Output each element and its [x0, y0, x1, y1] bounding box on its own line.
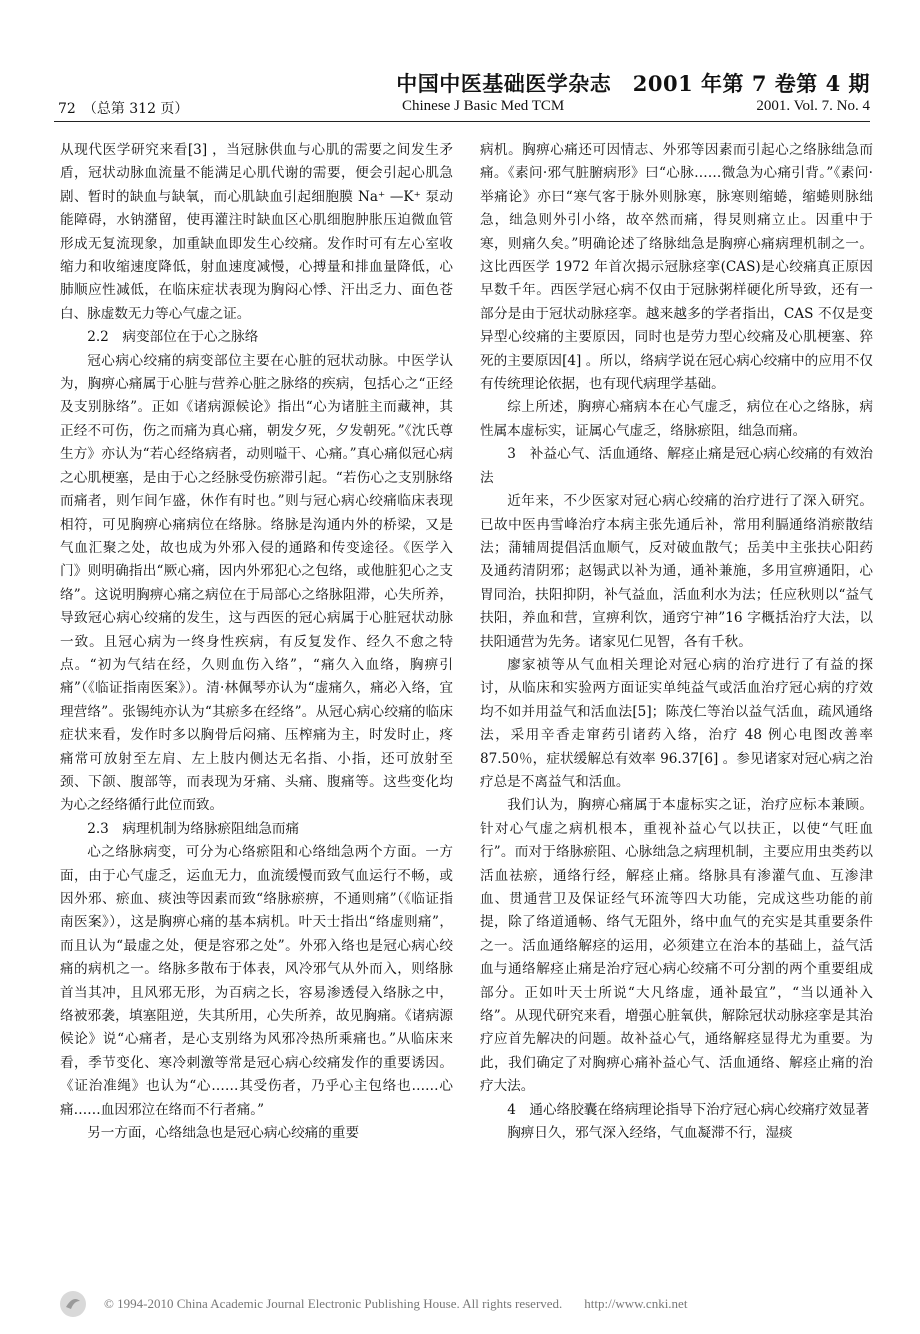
paragraph: 从现代医学研究来看[3] ，当冠脉供血与心肌的需要之间发生矛盾，冠状动脉血流量不能满足心肌代谢的需要，便会引起心肌急剧、暂时的缺血与缺氧，而心肌缺血引起细胞膜 Na⁺ —K⁺ 泵动能障碍，水钠潴留，使再灌注时缺血区心肌细胞肿胀压迫微血管形成无复流现象，加重缺血即发生心绞痛。发作时可有左心室收缩力和收缩速度降低，射血速度减慢，心搏量和排血量降低，心肺顺应性减低，在临床症状表现为胸闷心悸、汗出乏力、面色苍白、脉虚数无力等心气虚之证。 — [60, 142, 453, 322]
copyright-text: © 1994-2010 China Academic Journal Electronic Publishing House. All rights reserved. — [104, 1296, 563, 1311]
section-heading: 2.3 病理机制为络脉瘀阻绌急而痛 — [87, 820, 300, 837]
paragraph: 病机。胸痹心痛还可因情志、外邪等因素而引起心之络脉绌急而痛。《素问·邪气脏腑病形》曰“心脉……微急为心痛引背。”《素问·举痛论》亦曰“寒气客于脉外则脉寒，脉寒则缩蜷，缩蜷则脉绌急，绌急则外引小络，故卒然而痛，得炅则痛立止。因重中于寒，则痛久矣。”明确论述了络脉绌急是胸痹心痛病理机制之一。这比西医学 1972 年首次揭示冠脉痉挛(CAS)是心绞痛真正原因早数千年。西医学冠心病不仅由于冠脉粥样硬化所导致，还有一部分是由于冠状动脉痉挛。越来越多的学者指出，CAS 不仅是变异型心绞痛的主要原因，同时也是劳力型心绞痛及心肌梗塞、猝死的主要原因[4] 。所以，络病学说在冠心病心绞痛中的应用不仅有传统理论依据，也有现代病理学基础。 — [480, 142, 873, 393]
section-heading: 2.2 病变部位在于心之脉络 — [87, 329, 259, 346]
paragraph: 心之络脉病变，可分为心络瘀阻和心络绌急两个方面。一方面，由于心气虚乏，运血无力，血流缓慢而致气血运行不畅，或因外邪、瘀血、痰浊等因素而致“络脉瘀痹，不通则痛”（《临证指南医案》），这是胸痹心痛的基本病机。叶天士指出“络虚则痛”，而且认为“最虚之处，便是容邪之处”。外邪入络也是冠心病心绞痛的病机之一。络脉多散布于体表，风冷邪气从外而入，则络脉首当其冲，且风邪无形，为百病之长，容易渗透侵入络脉之中，络被邪袭，填塞阻逆，失其所用，心失所养，故见胸痛。《诸病源候论》说“心痛者，是心支别络为风邪冷热所乘痛也。”从临床来看，季节变化、寒冷刺激等常是冠心病心绞痛发作的重要诱因。《证治准绳》也认为“心……其受伤者，乃乎心主包络也……心痛……血因邪泣在络而不行者痛。” — [60, 844, 453, 1118]
page-number: 72 （总第 312 页） — [58, 101, 189, 117]
journal-title-en: Chinese J Basic Med TCM — [402, 98, 565, 114]
footer-url[interactable]: http://www.cnki.net — [584, 1296, 688, 1311]
right-column — [480, 139, 873, 1145]
footer — [104, 1296, 687, 1312]
paragraph: 胸痹日久，邪气深入经络，气血凝滞不行，湿痰 — [507, 1125, 793, 1142]
paragraph: 综上所述，胸痹心痛病本在心气虚乏，病位在心之络脉，病性属本虚标实，证属心气虚乏，络脉瘀阻，绌急而痛。 — [480, 399, 873, 439]
left-column — [60, 139, 453, 1145]
page-header — [54, 68, 870, 124]
paragraph: 另一方面，心络绌急也是冠心病心绞痛的重要 — [87, 1125, 360, 1142]
paragraph: 近年来，不少医家对冠心病心绞痛的治疗进行了深入研究。已故中医冉雪峰治疗本病主张先通后补，常用利膈通络消瘀散结法；蒲辅周提倡活血顺气，反对破血散气；岳美中主张扶心阳药及通药清阴邪；赵锡武以补为通，通补兼施，多用宣痹通阳，心胃同治，扶阳抑阴，补气益血，活血利水为法；任应秋则以“益气扶阳，养血和营，宣痹利饮，通窍宁神”16 字概括治疗大法，以扶阳通营为先务。诸家见仁见智，各有千秋。 — [480, 493, 873, 650]
paragraph: 廖家祯等从气血相关理论对冠心病的治疗进行了有益的探讨，从临床和实验两方面证实单纯益气或活血治疗冠心病的疗效均不如并用益气和活血法[5]；陈茂仁等治以益气活血，疏风通络法，采用辛香走窜药引诸药入络，治疗 48 例心电图改善率 87.50％，症状缓解总有效率 96.37[6] 。参见诸家对冠心病之治疗总是不离益气和活血。 — [480, 656, 873, 790]
section-heading: 3 补益心气、活血通络、解痉止痛是冠心病心绞痛的有效治法 — [480, 446, 873, 486]
journal-title-cn: 中国中医基础医学杂志 2001 年第 7 卷第 4 期 — [396, 71, 870, 96]
paragraph: 冠心病心绞痛的病变部位主要在心脏的冠状动脉。中医学认为，胸痹心痛属于心脏与营养心脏之脉络的疾病，包括心之“正经及支别脉络”。正如《诸病源候论》指出“心为诸脏主而藏神，其正经不可伤，伤之而痛为真心痛，朝发夕死，夕发朝死。”《沈氏尊生方》亦认为“若心经络病者，动则嗌干、心痛。”真心痛似冠心病之心肌梗塞，是由于心之经脉受伤瘀滞引起。“若伤心之支别脉络而痛者，则乍间乍盛，休作有时也。”则与冠心病心绞痛临床表现相符，可见胸痹心痛病位在络脉。络脉是沟通内外的桥梁，又是气血汇聚之处，故也成为外邪入侵的通路和传变途径。《医学入门》则明确指出“厥心痛，因内外邪犯心之包络，或他脏犯心之支络”。这说明胸痹心痛之病位在于局部心之络脉阻滞，心失所养，导致冠心病心绞痛的发生，这与西医的冠心病属于心脏冠状动脉一致。且冠心病为一终身性疾病，有反复发作、经久不愈之特点。“初为气结在经，久则血伤入络”，“痛久入血络，胸痹引痛”（《临证指南医案》）。清·林佩琴亦认为“虚痛久，痛必入络，宜理营络”。张锡纯亦认为“其瘀多在经络”。从冠心病心绞痛的临床症状来看，发作时多以胸骨后闷痛、压榨痛为主，时发时止，疼痛常可放射至左肩、左上肢内侧达无名指、小指，还可放射至颈、下颌、腹部等，而表现为牙痛、头痛、腹痛等。这些变化均为心之经络循行此位而致。 — [60, 352, 453, 814]
issue-info: 2001. Vol. 7. No. 4 — [756, 98, 870, 114]
paragraph: 我们认为，胸痹心痛属于本虚标实之证，治疗应标本兼顾。针对心气虚之病机根本，重视补益心气以扶正，以使“气旺血行”。而对于络脉瘀阻、心脉绌急之病理机制，主要应用虫类药以活血祛瘀，通络行经，解痉止痛。络脉具有渗灌气血、互渗津血、贯通营卫及保证经气环流等四大功能，完成这些功能的前提，除了络道通畅、络气无阻外，络中血气的充实是其重要条件之一。活血通络解痉的运用，必须建立在治本的基础上，益气活血与通络解痉止痛是治疗冠心病心绞痛不可分割的两个重要组成部分。正如叶天士所说“大凡络虚，通补最宜”，“当以通补入络”。从现代研究来看，增强心脏氧供，解除冠状动脉痉挛是其治疗应首先解决的问题。故补益心气，通络解痉显得尤为重要。为此，我们确定了对胸痹心痛补益心气、活血通络、解痉止痛的治疗大法。 — [480, 797, 873, 1095]
section-heading: 4 通心络胶囊在络病理论指导下治疗冠心病心绞痛疗效显著 — [507, 1101, 870, 1118]
cnki-logo-icon — [58, 1289, 88, 1319]
header-rule — [54, 121, 870, 122]
